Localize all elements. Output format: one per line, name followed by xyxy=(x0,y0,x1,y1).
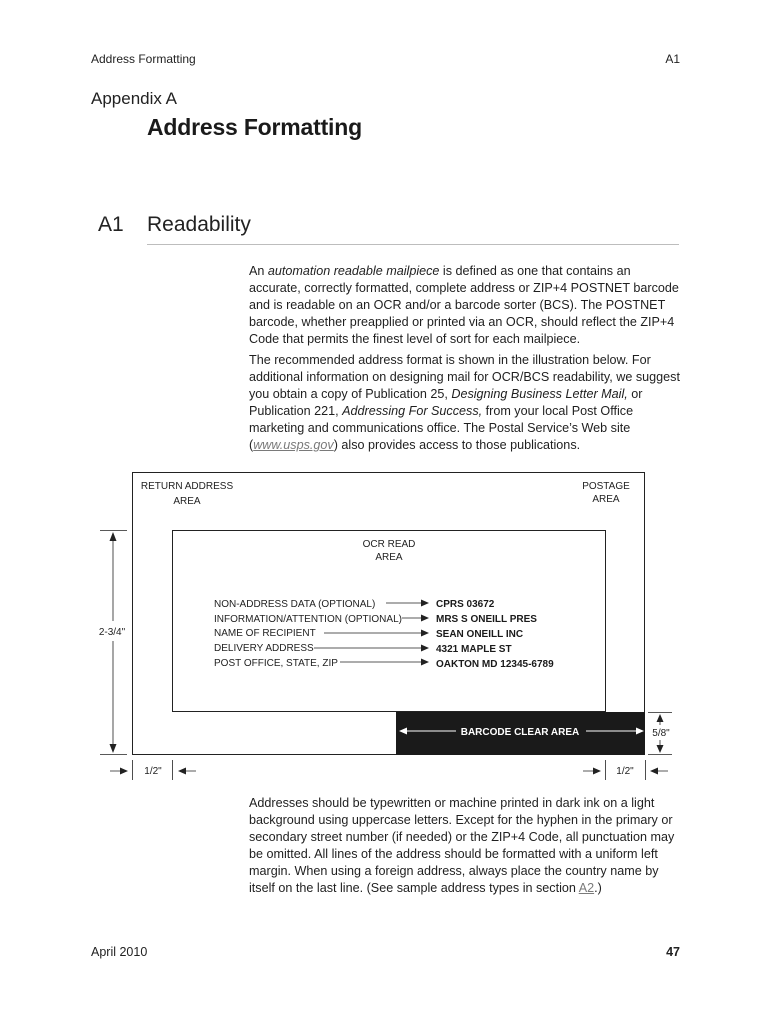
post-office-state-zip-label: POST OFFICE, STATE, ZIP xyxy=(214,658,338,669)
arrowhead xyxy=(110,744,117,753)
term-emphasis: automation readable mailpiece xyxy=(267,264,440,278)
section-a2-link[interactable]: A2 xyxy=(578,881,595,895)
section-divider xyxy=(147,244,679,245)
return-address-label: AREA xyxy=(173,496,201,507)
barcode-clear-area-label: BARCODE CLEAR AREA xyxy=(460,727,580,738)
page-title: Address Formatting xyxy=(147,114,362,140)
return-address-label: RETURN ADDRESS xyxy=(140,481,234,492)
section-number: A1 xyxy=(98,213,124,236)
delivery-address-label: DELIVERY ADDRESS xyxy=(214,643,314,654)
running-header-title: Address Formatting xyxy=(91,52,196,66)
publication-title: Addressing For Success, xyxy=(342,404,483,418)
page-number: 47 xyxy=(666,945,680,959)
text-run: or Publication 221, xyxy=(249,387,643,418)
address-line-delivery: 4321 MAPLE ST xyxy=(436,644,512,655)
paragraph-formatting-guidance xyxy=(249,795,681,897)
postage-area-label: POSTAGE xyxy=(582,481,630,492)
address-line-attention: MRS S ONEILL PRES xyxy=(436,614,537,625)
barcode-height-dimension-label: 5/8" xyxy=(652,728,670,739)
text-run: Addresses should be typewritten or machine printed in dark ink on a light background using uppercase letters. Except for the hyphen in the primary or secondary street number (if needed) or the ZIP+4 Code, all punctuation may be omitted. All lines of the address should be formatted with a uniform left margin. When using a foreign address, always place the country name by itself on the last line. (See sample address types in section xyxy=(249,796,675,895)
body-text-top xyxy=(249,263,681,458)
non-address-data-label: NON-ADDRESS DATA (OPTIONAL) xyxy=(214,599,376,610)
information-attention-label: INFORMATION/ATTENTION (OPTIONAL) xyxy=(214,614,402,625)
paragraph-recommendation xyxy=(249,352,681,454)
usps-website-link[interactable]: www.usps.gov xyxy=(253,438,334,452)
postage-area-label: AREA xyxy=(592,494,620,505)
text-run: is defined as one that contains an accurate, correctly formatted, complete address or ZIP+4 POSTNET barcode and is readable on an OCR and/or a barcode sorter (BCS). The POSTNET barcode, whether preapplied or printed via an OCR, should reflect the ZIP+4 Code that permits the finest level of sort for each mailpiece. xyxy=(249,264,679,346)
height-dimension-label: 2-3/4" xyxy=(98,627,126,638)
text-run: ) also provides access to those publications. xyxy=(333,438,581,452)
arrowhead xyxy=(110,532,117,541)
section-title: Readability xyxy=(147,213,251,236)
body-text-bottom xyxy=(249,795,681,901)
paragraph-definition xyxy=(249,263,681,348)
arrowhead xyxy=(657,714,664,722)
arrowhead xyxy=(657,745,664,753)
text-run: .) xyxy=(594,881,602,895)
text-run: An xyxy=(249,264,268,278)
address-line-recipient: SEAN ONEILL INC xyxy=(436,629,524,640)
footer-date: April 2010 xyxy=(91,945,148,959)
running-header-section: A1 xyxy=(665,52,680,66)
envelope-diagram xyxy=(0,460,770,790)
ocr-read-area-label: AREA xyxy=(375,552,403,563)
ocr-read-area-label: OCR READ xyxy=(362,539,416,550)
left-margin-dimension-label: 1/2" xyxy=(144,766,162,777)
publication-title: Designing Business Letter Mail, xyxy=(451,387,628,401)
name-of-recipient-label: NAME OF RECIPIENT xyxy=(214,628,316,639)
address-line-non-address-data: CPRS 03672 xyxy=(436,599,495,610)
right-margin-dimension-label: 1/2" xyxy=(616,766,634,777)
address-line-city-state-zip: OAKTON MD 12345-6789 xyxy=(436,659,554,670)
appendix-label: Appendix A xyxy=(91,89,178,108)
text-run: The recommended address format is shown in the illustration below. For additional information on designing mail for OCR/BCS readability, we suggest you obtain a copy of Publication 25, xyxy=(249,353,680,401)
text-run: from your local Post Office marketing and communications office. The Postal Service’s Web site ( xyxy=(249,404,634,452)
